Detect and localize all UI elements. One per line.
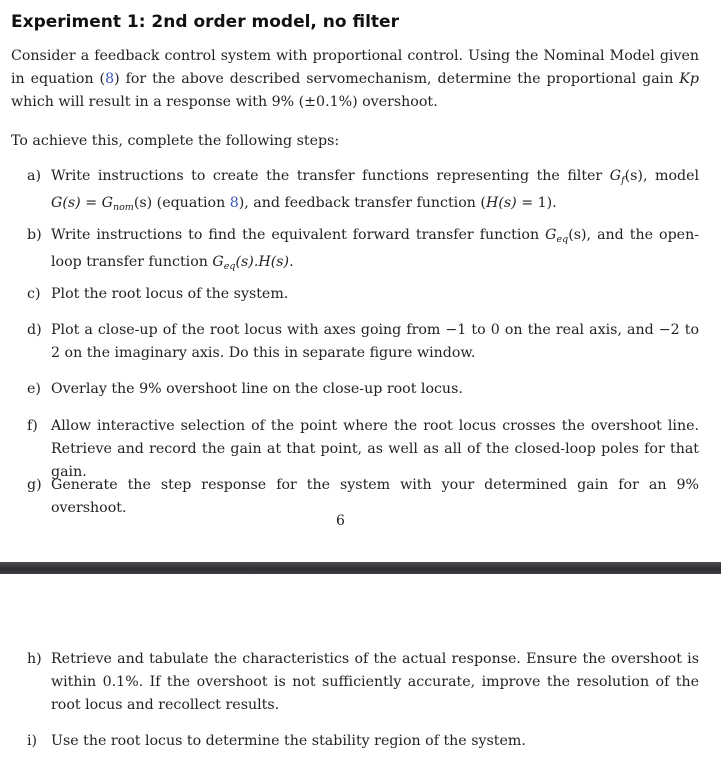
equation-link[interactable]: 8 [229,195,239,211]
step-marker: i) [27,733,38,749]
step-a-text-4: (s) (equation [133,195,230,211]
step-marker: b) [27,227,42,243]
step-marker: h) [27,651,42,667]
step-body [51,224,699,278]
step-item-h [27,648,699,717]
step-marker: c) [27,286,41,302]
geq-symbol: G [545,227,557,243]
step-body: Plot a close-up of the root locus with axes going from −1 to 0 on the real axis, and −2 to 2 on the imaginary axis. Do this in separate figure window. [51,322,699,361]
intro-text-3: which will result in a response with 9% (±0.1%) overshoot. [11,94,438,110]
step-a-text-5: ), and feedback transfer function ( [238,195,486,211]
geq-symbol: G [212,254,224,270]
step-body [51,165,699,219]
step-item-a [27,165,699,219]
equation-link[interactable]: 8 [105,71,115,87]
page-number: 6 [336,513,345,529]
step-body: Use the root locus to determine the stability region of the system. [51,733,526,749]
step-a-text-6: = 1). [516,195,557,211]
step-body: Plot the root locus of the system. [51,286,289,302]
step-marker: g) [27,477,42,493]
kp-symbol: Kp [679,71,699,87]
step-marker: e) [27,381,41,397]
step-marker: a) [27,168,41,184]
step-item-d [27,319,699,365]
step-item-i [27,730,699,753]
intro-paragraph [11,45,699,114]
h-symbol: H(s) [485,195,517,211]
step-body: Overlay the 9% overshoot line on the close-up root locus. [51,381,463,397]
gnom-subscript: nom [112,202,134,213]
step-b-text-1: Write instructions to find the equivalent forward transfer function [51,227,546,243]
geq-subscript: eq [556,234,569,245]
page-divider [0,562,721,574]
step-item-b [27,224,699,278]
intro-text-1: Consider a feedback control system with proportional control. Using the Nominal Model given in equation ( [11,48,699,87]
step-b-text-3: (s).H(s). [235,254,294,270]
g-symbol: G(s) [51,195,81,211]
geq-subscript: eq [223,261,236,272]
gf-subscript: f [621,175,625,186]
step-marker: f) [27,418,38,434]
step-marker: d) [27,322,42,338]
step-a-text-1: Write instructions to create the transfer functions representing the filter [51,168,610,184]
step-a-text-2: (s), model [624,168,700,184]
gnom-symbol: G [101,195,113,211]
step-body: Generate the step response for the system with your determined gain for an 9% overshoot. [51,477,699,516]
intro-text-2: ) for the above described servomechanism, determine the proportional gain [114,71,680,87]
step-item-c [27,283,699,306]
page-heading: Experiment 1: 2nd order model, no filter [11,12,399,32]
step-a-text-3: = [80,195,102,211]
step-body: Allow interactive selection of the point where the root locus crosses the overshoot line. Retrieve and record the gain at that point, as well as all of the closed-loop poles for that gain. [51,418,699,480]
step-item-e [27,378,699,401]
step-body: Retrieve and tabulate the characteristics of the actual response. Ensure the overshoot is within 0.1%. If the overshoot is not sufficiently accurate, improve the resolution of the root locus and recollect results. [51,651,699,713]
gf-symbol: G [609,168,622,184]
step-item-g [27,474,699,520]
step-b-text-2: (s), and the open-loop transfer function [51,227,699,270]
steps-intro: To achieve this, complete the following steps: [11,133,340,149]
